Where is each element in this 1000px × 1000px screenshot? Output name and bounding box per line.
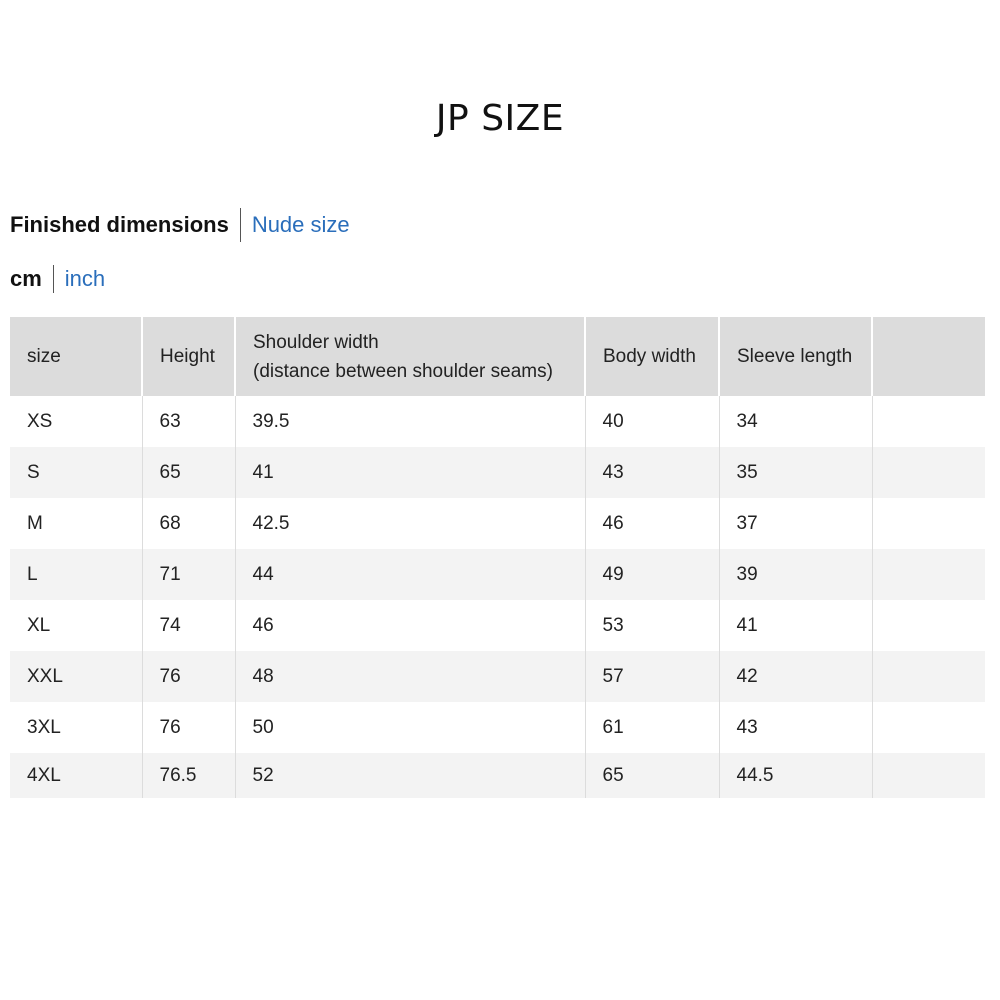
cell-sleeve-length: 42	[719, 651, 872, 702]
table-row	[10, 396, 985, 447]
header-height-label: Height	[160, 346, 215, 367]
table-row	[10, 702, 985, 753]
cell-body-width: 49	[585, 549, 719, 600]
cell-body-width: 65	[585, 753, 719, 798]
table-row	[10, 447, 985, 498]
cell-height: 76	[142, 702, 235, 753]
cell-size: 4XL	[10, 753, 142, 798]
cell-size: XXL	[10, 651, 142, 702]
cell-shoulder-width: 44	[235, 549, 585, 600]
cell-body-width: 43	[585, 447, 719, 498]
page-title: JP SIZE	[435, 98, 565, 139]
toggle-divider	[53, 265, 54, 293]
header-shoulder-width-note: (distance between shoulder seams)	[253, 360, 553, 382]
cell-size: S	[10, 447, 142, 498]
cell-size: XS	[10, 396, 142, 447]
table-row	[10, 753, 985, 798]
cell-body-width: 53	[585, 600, 719, 651]
header-height	[142, 317, 235, 396]
cell-body-width: 46	[585, 498, 719, 549]
cell-sleeve-length: 41	[719, 600, 872, 651]
cell-size: XL	[10, 600, 142, 651]
cell-sleeve-length: 35	[719, 447, 872, 498]
header-size	[10, 317, 142, 396]
cell-empty	[872, 702, 985, 753]
cell-sleeve-length: 43	[719, 702, 872, 753]
table-row	[10, 600, 985, 651]
cell-size: 3XL	[10, 702, 142, 753]
cell-empty	[872, 498, 985, 549]
cell-empty	[872, 600, 985, 651]
cell-empty	[872, 549, 985, 600]
cell-height: 76	[142, 651, 235, 702]
header-shoulder-width	[235, 317, 585, 396]
header-body-width-label: Body width	[603, 346, 696, 367]
cell-sleeve-length: 37	[719, 498, 872, 549]
cell-empty	[872, 447, 985, 498]
cell-empty	[872, 651, 985, 702]
unit-toggle	[10, 263, 105, 295]
dimension-toggle	[10, 208, 350, 242]
cell-size: M	[10, 498, 142, 549]
cell-height: 63	[142, 396, 235, 447]
header-size-label: size	[27, 346, 61, 367]
cell-height: 71	[142, 549, 235, 600]
cell-body-width: 61	[585, 702, 719, 753]
cell-shoulder-width: 46	[235, 600, 585, 651]
toggle-divider	[240, 208, 241, 242]
cell-empty	[872, 753, 985, 798]
cell-body-width: 40	[585, 396, 719, 447]
header-body-width	[585, 317, 719, 396]
cm-option[interactable]: cm	[10, 266, 42, 291]
cell-size: L	[10, 549, 142, 600]
cell-sleeve-length: 34	[719, 396, 872, 447]
cell-shoulder-width: 52	[235, 753, 585, 798]
table-row	[10, 549, 985, 600]
cell-sleeve-length: 39	[719, 549, 872, 600]
size-table	[10, 317, 985, 798]
cell-empty	[872, 396, 985, 447]
cell-shoulder-width: 39.5	[235, 396, 585, 447]
cell-height: 65	[142, 447, 235, 498]
cell-shoulder-width: 41	[235, 447, 585, 498]
finished-dimensions-option[interactable]: Finished dimensions	[10, 212, 229, 237]
cell-shoulder-width: 50	[235, 702, 585, 753]
table-header-row	[10, 317, 985, 396]
header-shoulder-width-label: Shoulder width	[253, 331, 379, 353]
header-empty	[872, 317, 985, 396]
cell-sleeve-length: 44.5	[719, 753, 872, 798]
nude-size-link[interactable]: Nude size	[251, 212, 350, 237]
cell-body-width: 57	[585, 651, 719, 702]
inch-link[interactable]: inch	[64, 266, 106, 291]
header-sleeve-length-label: Sleeve length	[737, 346, 853, 367]
cell-height: 74	[142, 600, 235, 651]
table-row	[10, 498, 985, 549]
header-sleeve-length	[719, 317, 872, 396]
table-row	[10, 651, 985, 702]
cell-shoulder-width: 42.5	[235, 498, 585, 549]
cell-shoulder-width: 48	[235, 651, 585, 702]
cell-height: 68	[142, 498, 235, 549]
cell-height: 76.5	[142, 753, 235, 798]
